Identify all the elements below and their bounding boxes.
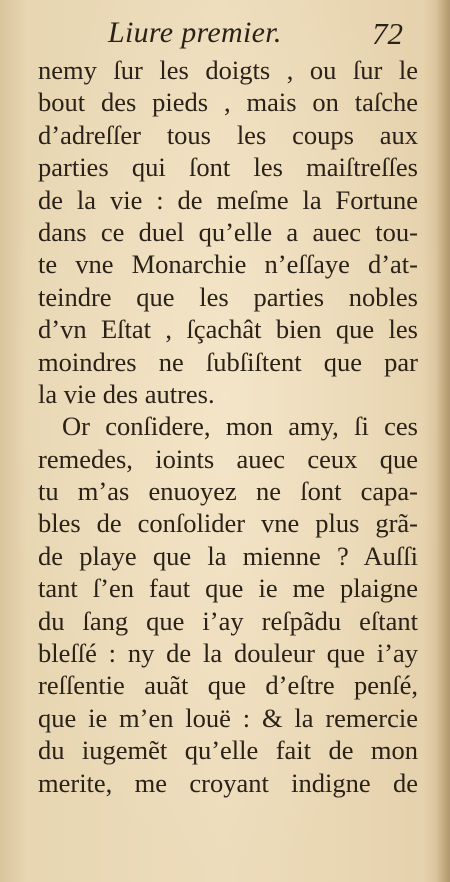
text-line: d’adreſſer tous les coups aux [38, 119, 418, 150]
text-line: moindres ne ſubſiſtent que par [38, 346, 418, 377]
text-line: du ſang que i’ay reſpãdu eſtant [38, 605, 418, 636]
text-line: parties qui ſont les maiſtreſſes [38, 152, 418, 183]
text-line: de playe que la mienne ? Auſſi [38, 540, 418, 571]
paragraph-end-line: la vie des autres. [38, 378, 215, 409]
text-line: de la vie : de meſme la Fortune [38, 184, 418, 215]
text-line: bleſſé : ny de la douleur que i’ay [38, 638, 418, 669]
page-edge-shadow [436, 0, 450, 882]
text-line: d’vn Eſtat , ſçachât bien que les [38, 314, 418, 345]
text-line: teindre que les parties nobles [38, 281, 418, 312]
text-line: que ie m’en louë : & la remercie [38, 702, 418, 733]
body-text [38, 54, 418, 799]
text-line: te vne Monarchie n’eſſaye d’at- [38, 249, 418, 280]
paragraph-start-line: Or conſidere, mon amy, ſi ces [62, 411, 418, 442]
text-line: bout des pieds , mais on taſche [38, 87, 418, 118]
page-number: 72 [372, 16, 403, 51]
text-line: tu m’as enuoyez ne ſont capa- [38, 476, 418, 507]
text-line: tant ſ’en faut que ie me plaigne [38, 573, 418, 604]
text-line: remedes, ioints auec ceux que [38, 443, 418, 474]
text-line: nemy ſur les doigts , ou ſur le [38, 55, 418, 85]
page-header [0, 16, 450, 56]
text-line: merite, me croyant indigne de [38, 767, 418, 798]
text-line: dans ce duel qu’elle a auec tou- [38, 216, 418, 247]
text-line: reſſentie auãt que d’eſtre penſé, [38, 670, 418, 701]
text-line: bles de conſolider vne plus grã- [38, 508, 418, 539]
text-line: du iugemẽt qu’elle fait de mon [38, 735, 418, 766]
running-title: Liure premier. [108, 16, 282, 49]
